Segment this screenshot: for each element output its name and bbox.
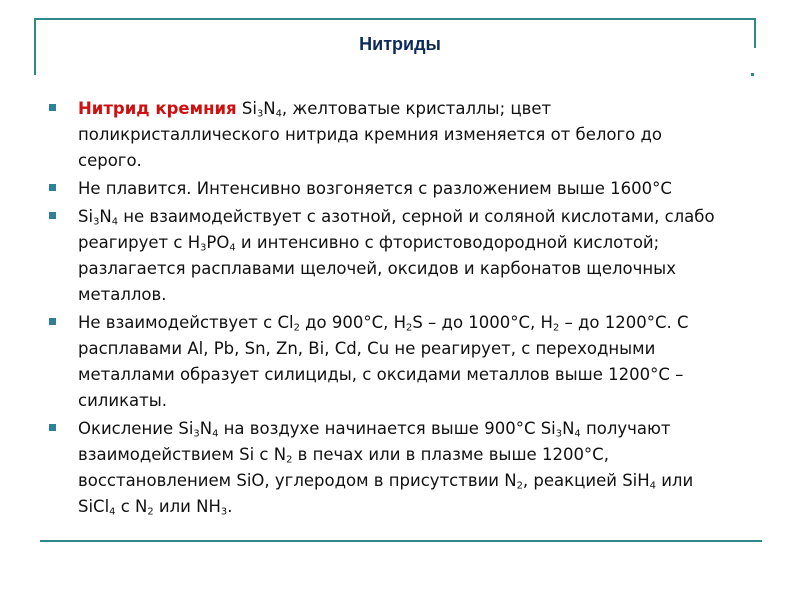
subscript: 4 [275, 108, 282, 120]
subscript: 2 [286, 454, 293, 466]
slide-title: Нитриды [359, 34, 441, 54]
text-fragment: или SiCl [78, 471, 694, 516]
slide-content [48, 96, 728, 522]
text-fragment: до 900°С, H [299, 313, 407, 332]
text-fragment: – до 1200°С. С расплавами Al, Pb, Sn, Zn, Bi, Cd, Cu не реагирует, с переходными металлами образует силициды, с оксидами металлов выше 1200°С – силикаты. [78, 313, 689, 410]
text-fragment: N [562, 419, 575, 438]
bullet-item-3 [48, 204, 728, 308]
square-bullet-icon [49, 104, 56, 111]
text-fragment: N [99, 207, 112, 226]
text-fragment: Не плавится. Интенсивно возгоняется с разложением выше 1600°С [78, 179, 672, 198]
highlight-term: Нитрид кремния [78, 99, 237, 118]
text-fragment: S – до 1000°С, H [412, 313, 553, 332]
subscript: 4 [212, 428, 219, 440]
text-fragment: Si [241, 99, 257, 118]
square-bullet-icon [49, 184, 56, 191]
subscript: 2 [516, 480, 523, 492]
subscript: 3 [256, 108, 264, 120]
text-fragment: N [263, 99, 276, 118]
subscript: 4 [109, 506, 116, 518]
subscript: 4 [111, 216, 118, 228]
square-bullet-icon [49, 212, 56, 219]
subscript: 3 [93, 216, 100, 228]
bullet-item-1 [48, 96, 728, 174]
text-fragment: на воздухе начинается выше 900°С Si [218, 419, 556, 438]
subscript: 3 [193, 428, 200, 440]
subscript: 3 [220, 506, 228, 518]
bullet-item-4 [48, 310, 728, 414]
subscript: 4 [229, 242, 236, 254]
subscript: 2 [147, 506, 154, 518]
subscript: 4 [574, 428, 581, 440]
text-fragment: , реакцией SiH [522, 471, 650, 490]
text-fragment: и интенсивно с фтористоводородной кислотой; разлагается расплавами щелочей, оксидов и карбонатов щелочных металлов. [78, 233, 676, 304]
text-fragment: N [199, 419, 213, 438]
text-fragment: Не взаимодействует с Cl [78, 313, 294, 332]
subscript: 3 [555, 428, 563, 440]
text-fragment: Окисление Si [78, 419, 194, 438]
subscript: 2 [293, 322, 300, 334]
text-fragment: PO [206, 233, 230, 252]
bullet-item-5 [48, 416, 728, 520]
frame-top-line [34, 18, 756, 20]
text-fragment: , желтоватые кристаллы; цвет поликристаллического нитрида кремния изменяется от белого до серого. [78, 99, 663, 170]
text-fragment: с N [115, 497, 148, 516]
text-fragment: не взаимодействует с азотной, серной и соляной кислотами, слабо реагирует с H [78, 207, 715, 252]
square-bullet-icon [49, 318, 56, 325]
bullet-item-2 [48, 176, 728, 202]
frame-corner-dot [751, 73, 754, 76]
text-fragment: получают взаимодействием Si с N [78, 419, 671, 464]
subscript: 3 [200, 242, 207, 254]
text-fragment: или NH [153, 497, 221, 516]
text-fragment: . [227, 497, 233, 516]
subscript: 4 [649, 480, 656, 492]
text-fragment: Si [78, 207, 94, 226]
subscript: 2 [406, 322, 413, 334]
text-fragment: в печах или в плазме выше 1200°С, восстановлением SiO, углеродом в присутствии N [78, 445, 609, 490]
subscript: 2 [552, 322, 560, 334]
square-bullet-icon [49, 424, 56, 431]
frame-bottom-line [40, 540, 762, 542]
